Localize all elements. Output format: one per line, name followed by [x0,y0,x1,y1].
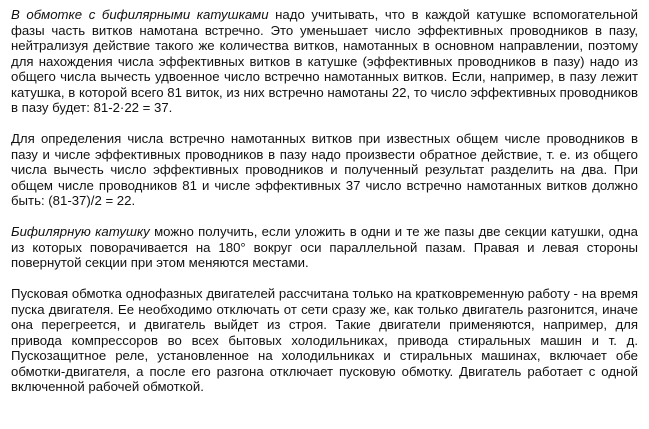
italic-term-bifilar-windings: В обмотке с бифилярными катушками [11,7,269,22]
paragraph-counter-turns [11,131,638,209]
paragraph-text: Для определения числа встречно намотанных витков при известных общем числе проводников в пазу и числе эффективных проводников в пазу надо произвести обратное действие, т. е. из общего числа вычесть число эффективных проводников и полученный результат разделить на два. При общем числе проводников 81 и числе эффективных 37 число встречно намотанных витков должно быть: (81-37)/2 = 22. [11,131,638,208]
paragraph-bifilar-coil [11,224,638,271]
paragraph-text: Пусковая обмотка однофазных двигателей рассчитана только на кратковременную работу - на время пуска двигателя. Ее необходимо отключать от сети сразу же, как только двигатель разгонится, иначе она перегреется, и двигатель выйдет из строя. Такие двигатели применяются, например, для привода компрессоров во всех бытовых холодильниках, привода стиральных машин и т. д. Пускозащитное реле, установленное на холодильниках и стиральных машинах, включает обе обмотки-двигателя, а после его разгона отключает пусковую обмотку. Двигатель работает с одной включенной рабочей обмоткой. [11,286,638,394]
paragraph-text: надо учитывать, что в каждой катушке вспомогательной фазы часть витков намотана встречно. Это уменьшает число эффективных проводников в пазу, нейтрализуя действие такого же количества витков, намотанных в основном направлении, поэтому для нахождения числа эффективных витков в катушке (эффективных проводников в пазу) надо из общего числа вычесть удвоенное число встречно намотанных витков. Если, например, в пазу лежит катушка, в которой всего 81 виток, из них встречно намотаны 22, то число эффективных проводников в пазу будет: 81-2·22 = 37. [11,7,638,115]
paragraph-bifilar-windings [11,7,638,116]
paragraph-starting-winding [11,286,638,395]
paragraph-text: можно получить, если уложить в одни и те же пазы две секции катушки, одна из которых поворачивается на 180° вокруг оси параллельной пазам. Правая и левая стороны повернутой секции при этом меняются местами. [11,224,638,270]
italic-term-bifilar-coil: Бифилярную катушку [11,224,150,239]
